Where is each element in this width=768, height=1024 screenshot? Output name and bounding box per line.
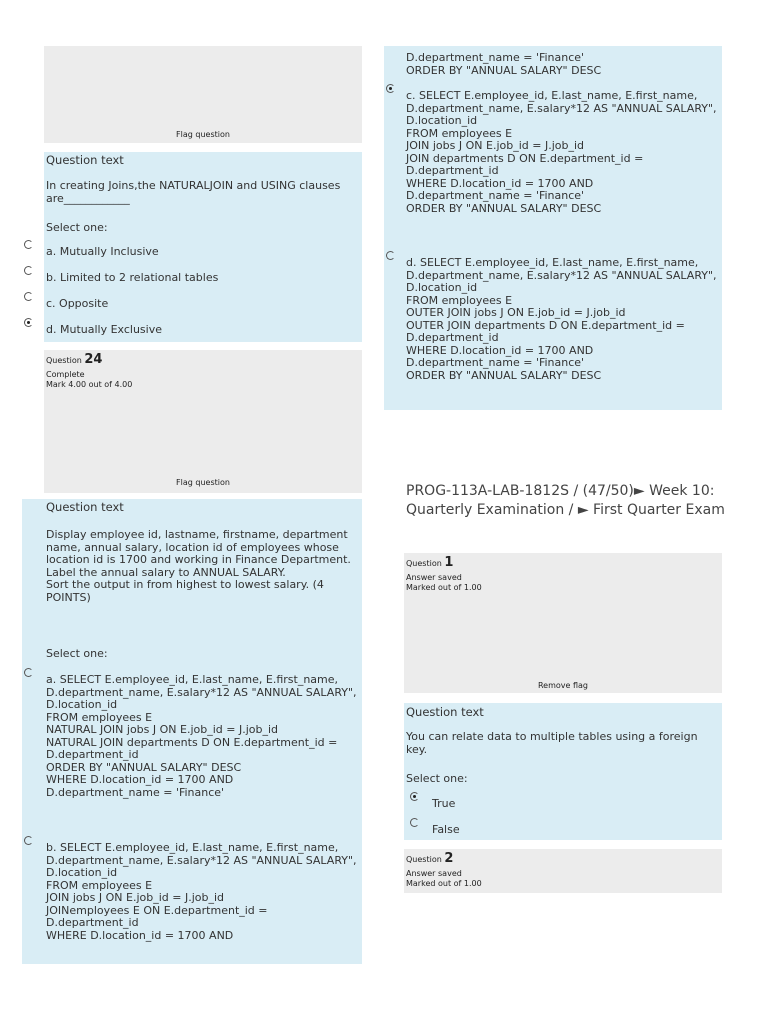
question-prompt: In creating Joins,the NATURALJOIN and USING clauses are____________ (46, 179, 341, 205)
question-number: 24 (84, 352, 103, 367)
option-b-label-continued: D.department_name = 'Finance' ORDER BY "ANNUAL SALARY" DESC (406, 51, 602, 77)
option-a-label: a. SELECT E.employee_id, E.last_name, E.first_name, D.department_name, E.salary*12 AS "ANNUAL SALARY", D.location_id FROM employees E NATURAL JOIN jobs J ON E.job_id = J.job_id NATURAL JOIN departments D ON E.department_id = D.department_id ORDER BY "ANNUAL SALARY" DESC WHERE D.location_id = 1700 AND D.department_name = 'Finance' (46, 673, 357, 799)
question-status: Complete (46, 370, 85, 379)
option-true-label: True (432, 797, 456, 810)
question-mark: Marked out of 1.00 (406, 583, 482, 592)
question-mark: Marked out of 1.00 (406, 879, 482, 888)
question-prompt: You can relate data to multiple tables using a foreign key. (406, 730, 698, 756)
radio-option-b[interactable] (24, 266, 34, 276)
breadcrumb[interactable]: PROG-113A-LAB-1812S / (47/50)► Week 10: Quarterly Examination / ► First Quarter Exam (406, 483, 725, 518)
radio-option-d[interactable] (386, 251, 396, 261)
option-d-label: d. SELECT E.employee_id, E.last_name, E.first_name, D.department_name, E.salary*12 AS "ANNUAL SALARY", D.location_id FROM employees E OUTER JOIN jobs J ON E.job_id = J.job_id OUTER JOIN departments D ON E.department_id = D.department_id WHERE D.location_id = 1700 AND D.department_name = 'Finance' ORDER BY "ANNUAL SALARY" DESC (406, 256, 717, 382)
question-number: 2 (444, 851, 454, 866)
question-word: Question (406, 559, 442, 568)
option-a-label: a. Mutually Inclusive (46, 245, 159, 258)
flag-question-link[interactable]: Flag question (176, 130, 230, 139)
radio-option-d-selected[interactable] (24, 318, 34, 328)
remove-flag-link[interactable]: Remove flag (537, 681, 589, 690)
select-one-label: Select one: (406, 772, 468, 785)
question-text-title: Question text (406, 705, 484, 719)
question-prompt: Display employee id, lastname, firstname, department name, annual salary, location id of employees whose location id is 1700 and working in Finance Department. Label the annual salary to ANNUAL SALARY. Sort the output in from highest to lowest salary. (4 POINTS) (46, 528, 351, 604)
question-info-2 (404, 849, 722, 893)
radio-option-b[interactable] (24, 836, 34, 846)
question-status: Answer saved (406, 869, 462, 878)
select-one-label: Select one: (46, 221, 108, 234)
radio-true-selected[interactable] (410, 792, 420, 802)
question-text-title: Question text (46, 153, 124, 167)
option-false-label: False (432, 823, 460, 836)
question-mark: Mark 4.00 out of 4.00 (46, 380, 133, 389)
option-b-label: b. Limited to 2 relational tables (46, 271, 219, 284)
question-info-1 (404, 553, 722, 693)
question-number: 1 (444, 555, 454, 570)
radio-option-c[interactable] (24, 292, 34, 302)
question-status: Answer saved (406, 573, 462, 582)
option-b-label: b. SELECT E.employee_id, E.last_name, E.first_name, D.department_name, E.salary*12 AS "ANNUAL SALARY", D.location_id FROM employees E JOIN jobs J ON E.job_id = J.job_id JOINemployees E ON E.department_id = D.department_id WHERE D.location_id = 1700 AND (46, 841, 357, 942)
radio-option-a[interactable] (24, 240, 34, 250)
radio-false[interactable] (410, 818, 420, 828)
option-d-label: d. Mutually Exclusive (46, 323, 162, 336)
question-info-24 (44, 350, 362, 493)
question-word: Question (46, 356, 82, 365)
flag-question-link[interactable]: Flag question (176, 478, 230, 487)
question-info-prev (44, 46, 362, 143)
radio-option-a[interactable] (24, 668, 34, 678)
option-c-label: c. SELECT E.employee_id, E.last_name, E.first_name, D.department_name, E.salary*12 AS "ANNUAL SALARY", D.location_id FROM employees E JOIN jobs J ON E.job_id = J.job_id JOIN departments D ON E.department_id = D.department_id WHERE D.location_id = 1700 AND D.department_name = 'Finance' ORDER BY "ANNUAL SALARY" DESC (406, 89, 717, 215)
radio-option-c-selected[interactable] (386, 84, 396, 94)
question-word: Question (406, 855, 442, 864)
question-text-title: Question text (46, 500, 124, 514)
option-c-label: c. Opposite (46, 297, 109, 310)
select-one-label: Select one: (46, 647, 108, 660)
